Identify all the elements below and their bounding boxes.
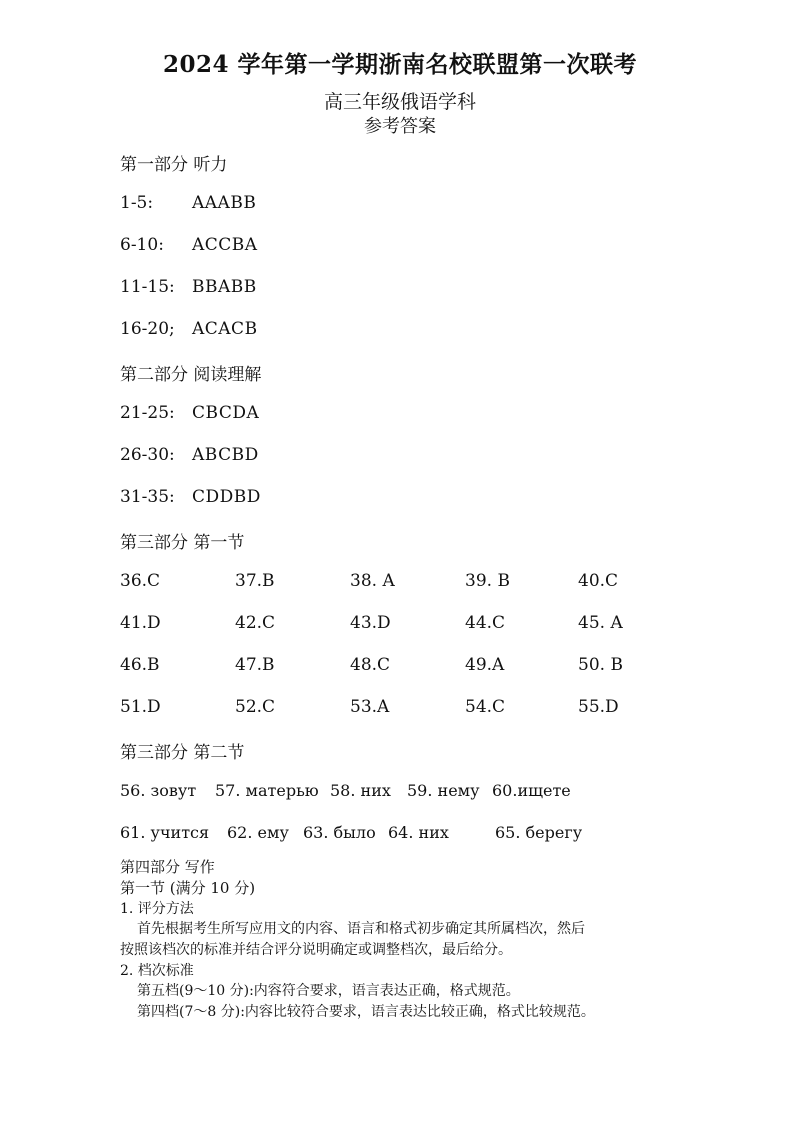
answer-cell: 65. берегу: [495, 823, 583, 842]
method-title: 1. 评分方法: [120, 901, 194, 917]
answer-cell: 37.B: [235, 571, 275, 591]
part3-section2-heading: 第三部分 第二节: [120, 743, 245, 763]
grade-4-criteria: 第四档(7～8 分):内容比较符合要求，语言表达比较正确，格式比较规范。: [137, 1004, 595, 1020]
part4-section1-heading: 第一节 (满分 10 分): [120, 879, 256, 897]
answer-value: CBCDA: [192, 403, 260, 423]
answer-value: BBABB: [192, 277, 257, 297]
answer-value: ACACB: [192, 319, 258, 339]
answer-cell: 44.C: [465, 613, 506, 633]
page-subtitle: 高三年级俄语学科: [323, 91, 476, 113]
answer-cell: 46.B: [120, 655, 160, 675]
grade-5-criteria: 第五档(9～10 分):内容符合要求，语言表达正确，格式规范。: [137, 983, 520, 999]
answer-cell: 61. учится: [120, 823, 210, 842]
answer-value: CDDBD: [192, 487, 261, 507]
range-label: 11-15:: [120, 277, 175, 297]
answer-cell: 40.C: [578, 571, 619, 591]
answer-cell: 63. было: [303, 823, 376, 842]
answer-cell: 56. зовут: [120, 781, 197, 800]
answer-cell: 38. A: [350, 571, 395, 591]
answer-cell: 60.ищете: [492, 781, 571, 800]
answer-cell: 50. B: [578, 655, 623, 675]
answer-cell: 59. нему: [407, 781, 480, 800]
answer-value: ACCBA: [192, 235, 258, 255]
answer-key-label: 参考答案: [364, 116, 436, 137]
standard-title: 2. 档次标准: [120, 963, 194, 979]
answer-cell: 39. B: [465, 571, 510, 591]
answer-cell: 55.D: [578, 697, 619, 717]
answer-cell: 45. A: [578, 613, 623, 633]
range-label: 21-25:: [120, 403, 175, 423]
list-item: [120, 193, 256, 213]
answer-cell: 43.D: [350, 613, 391, 633]
range-label: 1-5:: [120, 193, 154, 213]
list-item: [120, 403, 259, 423]
part2-heading: 第二部分 阅读理解: [120, 365, 262, 385]
range-label: 6-10:: [120, 235, 164, 255]
list-item: [120, 319, 258, 339]
list-item: [120, 235, 258, 255]
part1-heading: 第一部分 听力: [120, 155, 228, 175]
range-label: 26-30:: [120, 445, 175, 465]
answer-cell: 54.C: [465, 697, 506, 717]
answer-cell: 42.C: [235, 613, 276, 633]
method-line-1: 首先根据考生所写应用文的内容、语言和格式初步确定其所属档次，然后: [137, 921, 585, 937]
answer-value: ABCBD: [192, 445, 259, 465]
method-line-2: 按照该档次的标准并结合评分说明确定或调整档次，最后给分。: [120, 942, 512, 958]
answer-value: AAABB: [192, 193, 257, 213]
answer-cell: 48.C: [350, 655, 391, 675]
answer-cell: 62. ему: [227, 823, 289, 842]
part3-section1-heading: 第三部分 第一节: [120, 533, 245, 553]
answer-cell: 58. них: [330, 781, 391, 800]
range-label: 16-20;: [120, 319, 175, 339]
answer-cell: 47.B: [235, 655, 275, 675]
answer-cell: 41.D: [120, 613, 161, 633]
answer-cell: 53.A: [350, 697, 390, 717]
list-item: [120, 277, 257, 297]
answer-cell: 51.D: [120, 697, 161, 717]
list-item: [120, 445, 259, 465]
answer-cell: 49.A: [465, 655, 505, 675]
page-title: 2024 学年第一学期浙南名校联盟第一次联考: [162, 51, 638, 78]
list-item: [120, 487, 261, 507]
range-label: 31-35:: [120, 487, 175, 507]
answer-cell: 36.C: [120, 571, 161, 591]
answer-cell: 52.C: [235, 697, 276, 717]
answer-cell: 64. них: [388, 823, 449, 842]
answer-cell: 57. матерью: [215, 781, 319, 800]
part4-heading: 第四部分 写作: [120, 858, 215, 876]
